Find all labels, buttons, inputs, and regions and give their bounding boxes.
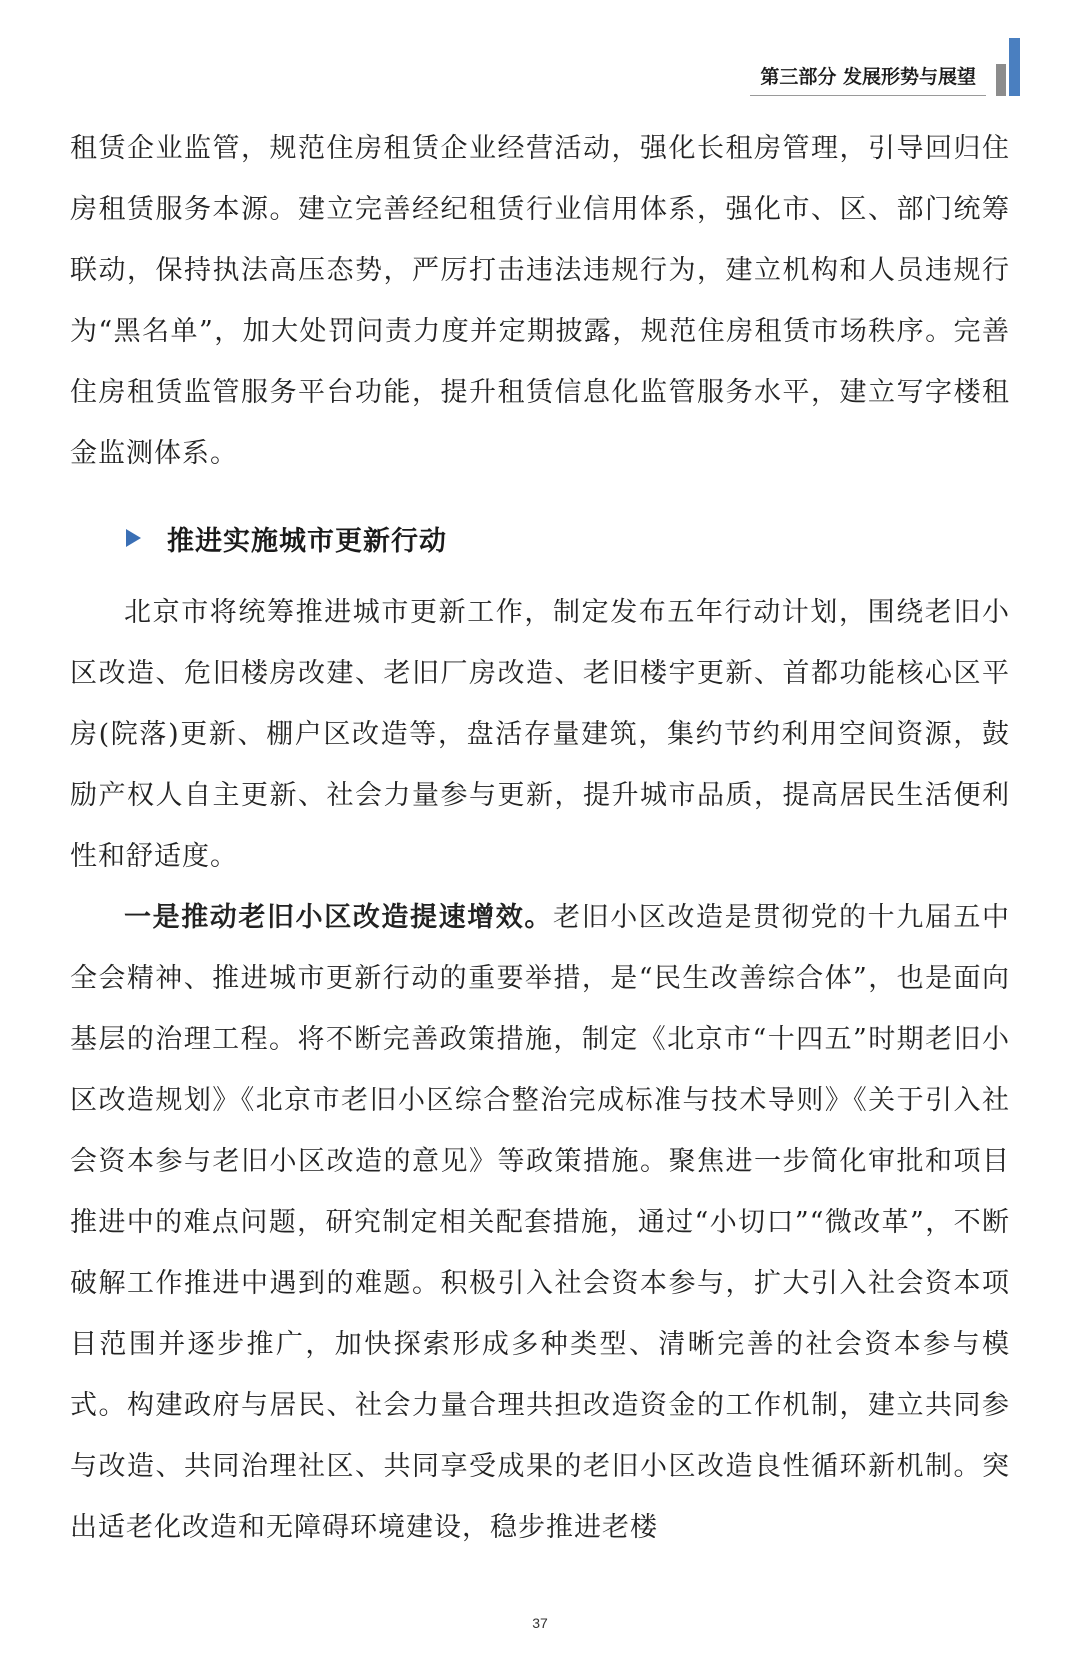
arrow-bullet-icon	[126, 529, 141, 547]
paragraph-urban-renewal: 北京市将统筹推进城市更新工作，制定发布五年行动计划，围绕老旧小区改造、危旧楼房改建、老旧厂房改造、老旧楼宇更新、首都功能核心区平房(院落)更新、棚户区改造等，盘活存量建筑，集约节约利用空间资源，鼓励产权人自主更新、社会力量参与更新，提升城市品质，提高居民生活便利性和舒适度。	[70, 597, 1010, 872]
paragraph-lead: 一是推动老旧小区改造提速增效。	[124, 902, 553, 933]
header-title: 第三部分 发展形势与展望	[750, 62, 986, 96]
page-header	[750, 56, 1020, 96]
paragraph-old-community	[70, 887, 1010, 1558]
header-gray-bar	[996, 64, 1006, 96]
section-heading	[126, 508, 1010, 568]
section-heading-text: 推进实施城市更新行动	[167, 525, 447, 557]
header-blue-bar	[1009, 38, 1020, 96]
paragraph-body: 老旧小区改造是贯彻党的十九届五中全会精神、推进城市更新行动的重要举措，是“民生改善综合体”，也是面向基层的治理工程。将不断完善政策措施，制定《北京市“十四五”时期老旧小区改造规划》《北京市老旧小区综合整治完成标准与技术导则》《关于引入社会资本参与老旧小区改造的意见》等政策措施。聚焦进一步简化审批和项目推进中的难点问题，研究制定相关配套措施，通过“小切口”“微改革”，不断破解工作推进中遇到的难题。积极引入社会资本参与，扩大引入社会资本项目范围并逐步推广，加快探索形成多种类型、清晰完善的社会资本参与模式。构建政府与居民、社会力量合理共担改造资金的工作机制，建立共同参与改造、共同治理社区、共同享受成果的老旧小区改造良性循环新机制。突出适老化改造和无障碍环境建设，稳步推进老楼	[70, 902, 1010, 1543]
paragraph-rental-supervision: 租赁企业监管，规范住房租赁企业经营活动，强化长租房管理，引导回归住房租赁服务本源。建立完善经纪租赁行业信用体系，强化市、区、部门统筹联动，保持执法高压态势，严厉打击违法违规行为，建立机构和人员违规行为“黑名单”，加大处罚问责力度并定期披露，规范住房租赁市场秩序。完善住房租赁监管服务平台功能，提升租赁信息化监管服务水平，建立写字楼租金监测体系。	[70, 133, 1010, 469]
document-body	[70, 118, 1010, 1558]
page-number: 37	[532, 1615, 548, 1631]
